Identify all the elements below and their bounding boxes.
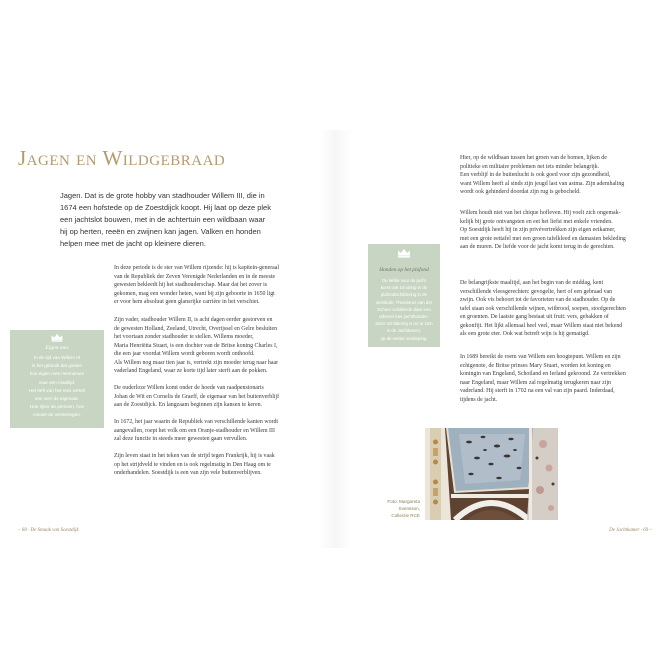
text-line: Willem houdt niet van het chique hofleven. Hij voelt zich ongemak- <box>460 210 621 216</box>
text-line: De belangrijkste maaltijd, aan het begin van de middag, kent <box>460 280 604 286</box>
intro-line: een jachtslot bouwen, met in de achtertuin een wildbaan waar <box>60 215 266 224</box>
text-line: als een grote eter. Ook wat betreft wijn is hij gematigd. <box>460 331 590 337</box>
painted-sky <box>447 428 537 492</box>
text-line: naar Engeland, maar Willem zal regelmatig terugkeren naar zijn <box>460 379 611 386</box>
text-line: echtgenote, de Britse prinses Mary Stuart, worden tot koning en <box>460 362 611 369</box>
sidebar-line: Het heft van het mes vertelt <box>28 387 86 393</box>
text-line: vaderland Engeland, waar ze korte tijd later sterft aan de pokken. <box>114 368 268 374</box>
text-line: wordt ook gehinderd doordat zijn rug is gebocheld. <box>460 189 581 195</box>
text-line: tijdens de jacht. <box>460 396 498 403</box>
footer-left: – 68 · De Smaak van Soestdijk <box>18 528 79 533</box>
text-line: Zijn vader, stadhouder Willem II, is acht dagen eerder gestorven en <box>114 317 273 323</box>
paragraph <box>460 209 626 252</box>
intro-line: helpen mee met de jacht op kleinere dieren. <box>60 239 206 248</box>
text-line: er voor hem absoluut geen glansrijke carrière in het verschiet. <box>114 299 260 305</box>
paragraph <box>460 279 626 339</box>
sidebar-line: in de Jachtkamer, <box>386 328 422 334</box>
text-line: die een jaar voordat Willem wordt geboren wordt onthoofd. <box>114 351 255 357</box>
sidebar-line: vestibule. Theodorus van der <box>375 299 433 305</box>
sidebar-text <box>10 354 104 420</box>
right-ornament <box>527 428 558 520</box>
text-line: het voortaan zonder stadhouder te stellen. Willems moeder, <box>114 334 254 340</box>
sidebar-line: In de tijd van Willem III <box>33 355 81 360</box>
paragraph <box>114 452 275 478</box>
intro-line: hij op herten, reeën en zwijnen kan jagen. Valken en honden <box>60 227 261 236</box>
text-line: gekomen, mag een wonder heten, want bij zijn geboorte in 1650 ligt <box>114 290 275 297</box>
text-line: gekonfijt. Het lijkt allemaal heel veel, maar Willem staat niet bekend <box>460 322 623 329</box>
caption-line: Foto: Margareta <box>387 499 420 504</box>
caption-line: Svensson, <box>398 506 420 511</box>
photo-caption <box>350 498 420 519</box>
text-line: op het strijdveld te vinden en is ook regelmatig in Den Haag om te <box>114 461 271 468</box>
sidebar-line: Schuer schilderde daar een <box>377 306 431 312</box>
crown-icon <box>397 248 411 258</box>
paragraph <box>114 418 278 444</box>
paragraph <box>114 316 278 376</box>
sidebar-line: komt ook tot uiting in de <box>380 285 428 291</box>
crown-icon <box>51 333 64 342</box>
text-line: gewesten bekleedt hij het stadhouderschap. Maar dat het zover is <box>114 282 268 288</box>
sidebar-text <box>368 277 440 342</box>
paragraph <box>114 264 279 307</box>
text-line: Als Willem nog maar tien jaar is, vertrekt zijn moeder terug naar haar <box>114 359 279 366</box>
text-line: Johan de Wit en Cornelis de Graeff, de eigenaar van het buitenverblijf <box>114 393 280 400</box>
sidebar-line: is het gebruik dat gasten <box>31 363 83 369</box>
text-line: aan de Zoestdijck. En langzaam beginnen zijn kansen te keren. <box>114 402 263 408</box>
right-body-column <box>460 0 655 670</box>
text-line: van de Republiek der Zeven Verenigde Nederlanden en in de meeste <box>114 273 276 280</box>
text-line: Zijn leven staat in het teken van de strijd tegen Frankrijk, hij is vaak <box>114 453 275 459</box>
sidebar-line: op de eerste verdieping. <box>380 335 428 341</box>
text-line: politieke en militaire problemen net iets minder belangrijk. <box>460 163 600 170</box>
text-line: aangevallen, roept het volk om een Oranje-stadhouder en Willem III <box>114 427 275 434</box>
sidebar-box-honden <box>368 244 440 347</box>
paragraph <box>114 384 279 410</box>
text-line: kelijk bij grote ontvangsten en eet het liefst met enkele vrienden. <box>460 218 613 225</box>
sidebar-line: mooier de versieringen. <box>32 412 81 418</box>
sidebar-line: Hoe rijker de persoon, hoe <box>29 404 85 410</box>
sidebar-line: naar een maaltijd. <box>38 379 76 385</box>
paragraph <box>460 353 626 404</box>
text-line: In 1672, het jaar waarin de Republiek van verschillende kanten wordt <box>114 419 279 425</box>
text-line: en groenten. De laatste gang bestaat uit fruit: vers, gebakken of <box>460 314 609 320</box>
left-body-column <box>114 0 309 670</box>
sidebar-line: plafondschildering in de <box>380 292 428 298</box>
text-line: In deze periode is de ster van Willem rijzende: hij is kapitein-generaal <box>114 265 280 271</box>
text-line: zwijn. Ook vis behoort tot de favorieten van de stadhouder. Op de <box>460 297 616 303</box>
text-line: want Willem heeft al sinds zijn jeugd last van astma. Zijn ademhaling <box>460 180 625 187</box>
text-line: Op Soestdijk heeft hij in zijn privévertrekken zijn eigen eetkamer, <box>460 227 616 233</box>
sidebar-line: iets over de eigenaar. <box>35 396 79 402</box>
text-line: koningin van Engeland, Schotland en Ierland gekroond. Ze vertrekken <box>460 371 626 377</box>
text-line: Een verblijf in de buitenlucht is ook goed voor zijn gezondheid, <box>460 172 611 178</box>
sidebar-line: Deze schildering is nu te zien <box>375 321 433 327</box>
intro-line: 1674 een hofstede op de Zoestdijck koopt. Hij laat op deze plek <box>60 203 271 212</box>
text-line: onderhandelen. Soestdijk is een van zijn vele buitenverblijven. <box>114 470 262 476</box>
page-gutter <box>318 130 352 548</box>
ceiling-painting-photo <box>425 428 558 520</box>
text-line: vaderland. Hij sterft in 1702 na een val van zijn paard. Inderdaad, <box>460 388 615 394</box>
intro-line: Jagen. Dat is de grote hobby van stadhouder Willem III, die in <box>60 191 265 200</box>
text-line: zal deze functie in steeds meer gewesten gaan vervullen. <box>114 436 248 442</box>
text-line: met een grote eettafel met een groen tafelkleed en damasten bekleding <box>460 235 626 242</box>
sidebar-box-eigen-mes <box>10 330 104 428</box>
text-line: de gewesten Holland, Zeeland, Utrecht, Overijssel en Gelre besluiten <box>114 325 278 332</box>
chapter-title: Jagen en Wildgebraad <box>18 146 226 170</box>
text-line: aan de muren. De liefde voor de jacht komt terug in de gerechten. <box>460 244 615 250</box>
text-line: Hier, op de wildbaan tussen het groen van de bomen, lijken de <box>460 155 607 161</box>
text-line: tafel staan ook verschillende wijnen, witbrood, soepen, stoofgerechten <box>460 305 626 312</box>
caption-line: Collectie RCE <box>391 513 420 518</box>
sidebar-line: hun eigen mes meenamen <box>29 371 85 377</box>
sidebar-line: tafereel met jachthonden. <box>379 314 429 320</box>
text-line: verschillende vleesgerechten: gevogelte, hert of een gebraad van <box>460 288 613 295</box>
sidebar-line: De liefde voor de jacht <box>382 278 426 283</box>
footer-right: De Jachtkamer · 69 – <box>609 528 652 533</box>
text-line: Maria Henriëtta Stuart, is een dochter van de Britse koning Charles I, <box>114 342 278 349</box>
sidebar-title: Eigen mes <box>45 345 69 351</box>
sidebar-title: Honden op het plafond <box>379 267 429 273</box>
text-line: De ouderloze Willem komt onder de hoede van raadpensionaris <box>114 385 264 391</box>
text-line: In 1689 bereikt de roem van Willem een hoogtepunt. Willem en zijn <box>460 354 621 360</box>
paragraph <box>460 154 624 197</box>
